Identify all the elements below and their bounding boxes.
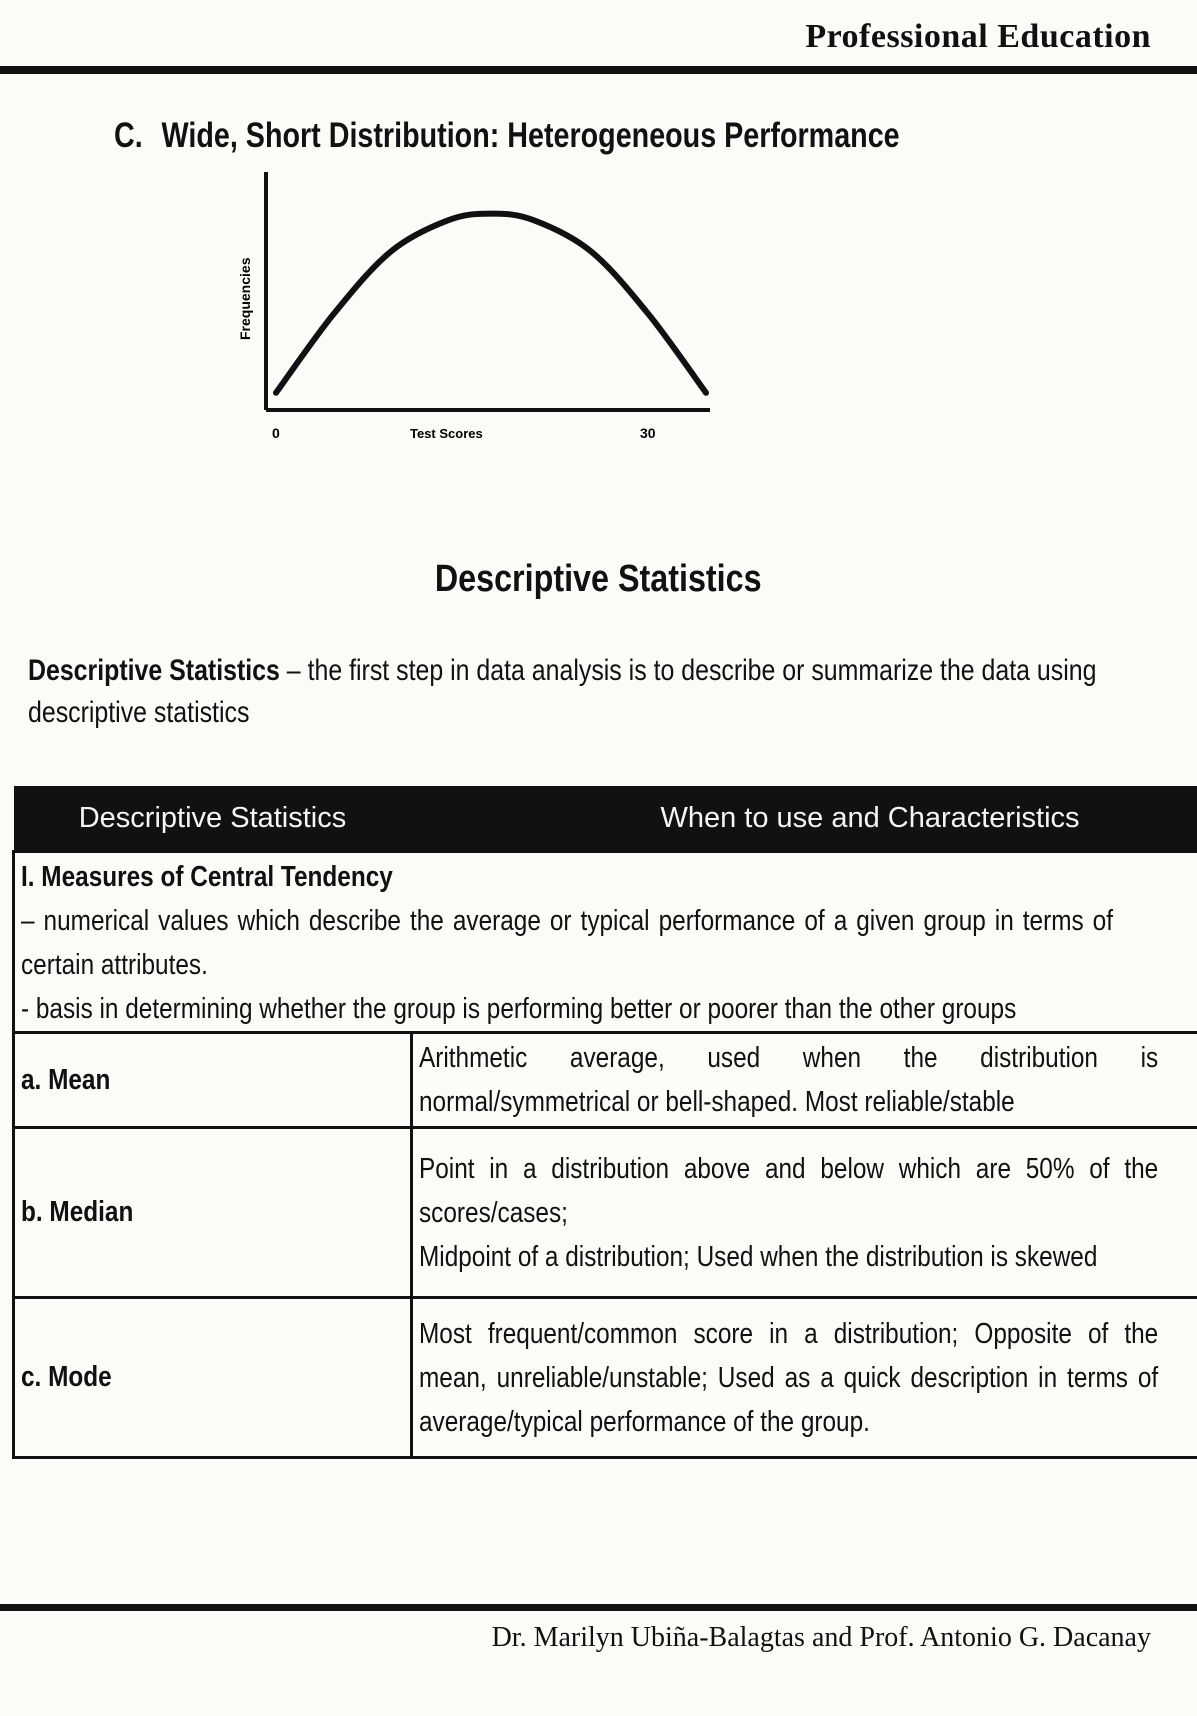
term-cell: c. Mode bbox=[14, 1298, 412, 1458]
table-row bbox=[14, 1298, 1197, 1458]
table-row bbox=[14, 1128, 1197, 1298]
group-row bbox=[14, 852, 1197, 1033]
table-header-row bbox=[14, 786, 1197, 852]
descriptive-statistics-table bbox=[12, 786, 1197, 1459]
term-cell: b. Median bbox=[14, 1128, 412, 1298]
desc-cell: Point in a distribution above and below which are 50% of the scores/cases; Midpoint of a distribution; Used when the distribution is skewed bbox=[412, 1128, 1197, 1298]
definition-term: Descriptive Statistics bbox=[28, 654, 280, 687]
footer-rule bbox=[0, 1604, 1197, 1611]
group-title: I. Measures of Central Tendency bbox=[21, 861, 393, 893]
group-description-2: - basis in determining whether the group is performing better or poorer than the other groups bbox=[21, 993, 1017, 1025]
group-description-1: – numerical values which describe the average or typical performance of a given group in terms of certain attributes. bbox=[21, 905, 1113, 981]
definition-paragraph bbox=[28, 650, 1182, 734]
distribution-chart bbox=[230, 170, 790, 460]
definition-text: – the first step in data analysis is to describe or summarize the data using descriptive statistics bbox=[28, 654, 1097, 729]
desc-cell: Arithmetic average, used when the distribution is normal/symmetrical or bell-shaped. Most reliable/stable bbox=[412, 1033, 1197, 1128]
distribution-curve bbox=[276, 214, 706, 393]
section-heading bbox=[114, 116, 900, 156]
y-axis-label: Frequencies bbox=[237, 257, 253, 340]
header-descriptive-statistics: Descriptive Statistics bbox=[14, 786, 412, 852]
page-header-title: Professional Education bbox=[805, 18, 1151, 55]
footer-authors: Dr. Marilyn Ubiña-Balagtas and Prof. Antonio G. Dacanay bbox=[491, 1622, 1151, 1653]
x-tick-label-30: 30 bbox=[640, 425, 656, 441]
desc-cell: Most frequent/common score in a distribution; Opposite of the mean, unreliable/unstable; Used as a quick description in terms of average/typical performance of the group. bbox=[412, 1298, 1197, 1458]
group-cell bbox=[14, 852, 1197, 1033]
x-tick-label-0: 0 bbox=[272, 425, 280, 441]
x-axis-label: Test Scores bbox=[410, 426, 483, 441]
section-letter: C. bbox=[114, 116, 143, 155]
table-row bbox=[14, 1033, 1197, 1128]
term-cell: a. Mean bbox=[14, 1033, 412, 1128]
section-title: Wide, Short Distribution: Heterogeneous Performance bbox=[161, 116, 900, 155]
header-when-to-use: When to use and Characteristics bbox=[412, 786, 1197, 852]
header-rule bbox=[0, 66, 1197, 74]
doc-title: Descriptive Statistics bbox=[435, 558, 762, 600]
